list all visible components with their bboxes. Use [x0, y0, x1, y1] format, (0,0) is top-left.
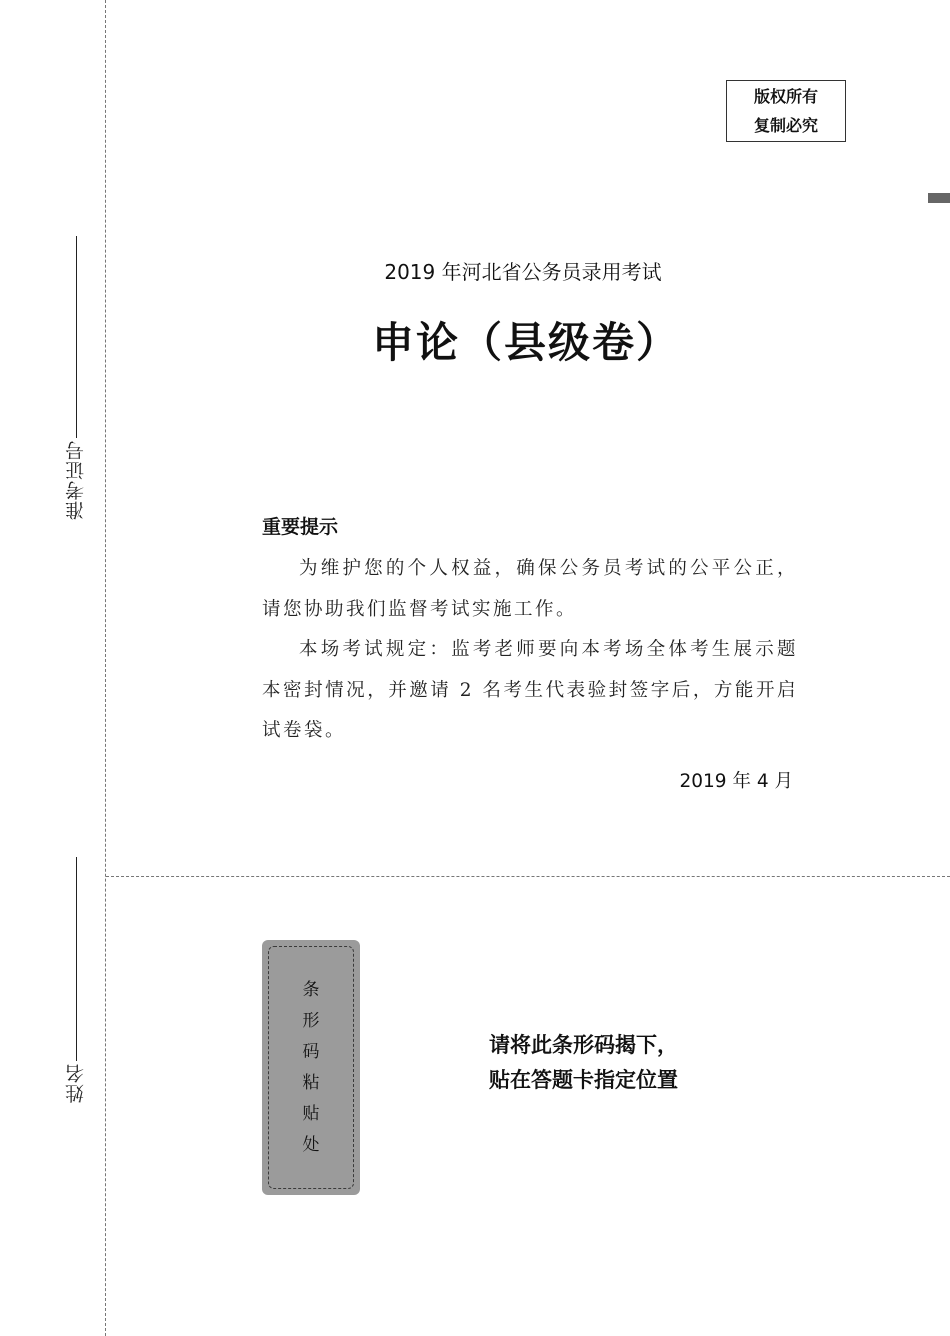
barcode-char-1: 条 — [302, 979, 320, 1000]
barcode-char-2: 形 — [302, 1010, 320, 1031]
barcode-char-5: 贴 — [302, 1103, 320, 1124]
tear-dashed-line-horizontal — [106, 876, 950, 877]
barcode-char-6: 处 — [302, 1134, 320, 1155]
binding-dashed-line-vertical — [105, 0, 106, 1336]
name-field — [56, 857, 96, 1103]
barcode-instruction — [489, 1028, 678, 1098]
copyright-line-2: 复制必究 — [753, 116, 818, 135]
exam-title: 申论（县级卷） — [371, 318, 680, 367]
notice-heading: 重要提示 — [262, 516, 339, 538]
edge-tab-mark — [928, 193, 950, 203]
barcode-dashed-border — [268, 946, 354, 1189]
exam-subtitle: 2019 年河北省公务员录用考试 — [384, 260, 662, 284]
instruction-line-1: 请将此条形码揭下， — [489, 1033, 678, 1057]
copyright-box — [726, 80, 846, 142]
admission-number-label: 准考证号 — [64, 440, 87, 520]
notice-date: 2019 年 4 月 — [679, 771, 793, 792]
notice-paragraph-2: 本场考试规定：监考老师要向本考场全体考生展示题本密封情况，并邀请 2 名考生代表验封签字后，方能开启试卷袋。 — [262, 639, 798, 741]
barcode-char-4: 粘 — [302, 1072, 320, 1093]
instruction-line-2: 贴在答题卡指定位置 — [489, 1068, 678, 1092]
copyright-line-1: 版权所有 — [753, 87, 818, 106]
notice-body — [262, 549, 798, 752]
name-label: 姓名 — [64, 1063, 87, 1103]
barcode-char-3: 码 — [302, 1041, 320, 1062]
barcode-sticker-area[interactable] — [262, 940, 360, 1195]
name-line — [76, 857, 77, 1061]
notice-paragraph-1: 为维护您的个人权益，确保公务员考试的公平公正，请您协助我们监督考试实施工作。 — [262, 558, 798, 620]
